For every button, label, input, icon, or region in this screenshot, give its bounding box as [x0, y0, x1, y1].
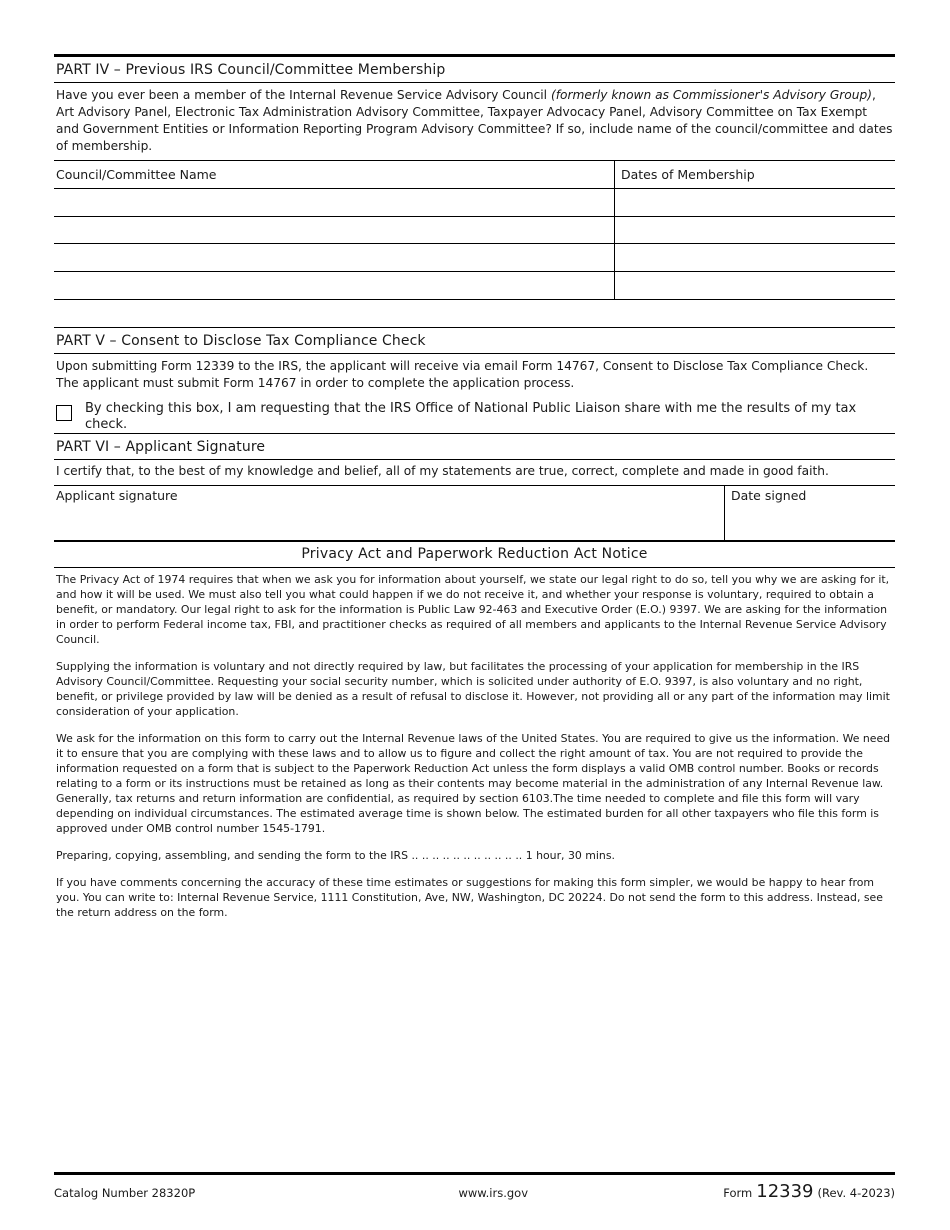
irs-website-link[interactable]: www.irs.gov — [458, 1186, 528, 1200]
table-row — [54, 272, 895, 300]
dates-field[interactable] — [615, 244, 896, 272]
council-name-field[interactable] — [54, 188, 615, 216]
privacy-paragraph: We ask for the information on this form to carry out the Internal Revenue laws of the United States. You are required to give us the information. We need it to ensure that you are complying with these laws and to allow us to figure and collect the right amount of tax. You are not required to provide the information requested on a form that is subject to the Paperwork Reduction Act unless the form displays a valid OMB control number. Books or records relating to a form or its instructions must be retained as long as their contents may become material in the administration of any Internal Revenue law. Generally, tax returns and return information are confidential, as required by section 6103.The time needed to complete and file this form will vary depending on individual circumstances. The estimated average time is shown below. The estimated burden for all other taxpayers who file this form is approved under OMB control number 1545-1791. — [56, 731, 891, 835]
dates-field[interactable] — [615, 216, 896, 244]
council-name-header: Council/Committee Name — [54, 161, 615, 189]
part5-text: Upon submitting Form 12339 to the IRS, the applicant will receive via email Form 14767, Consent to Disclose Tax Compliance Check. The applicant must submit Form 14767 in order to complete the application process. — [56, 358, 869, 390]
signature-row — [54, 486, 895, 542]
tax-check-consent-row — [54, 396, 895, 434]
date-signed-field[interactable] — [725, 486, 895, 540]
membership-table-header — [54, 161, 895, 189]
council-name-field[interactable] — [54, 272, 615, 300]
part4-question-italic: (formerly known as Commissioner's Advisory Group) — [550, 88, 872, 102]
part4-title: PART IV – Previous IRS Council/Committee Membership — [54, 57, 895, 83]
privacy-paragraph: If you have comments concerning the accuracy of these time estimates or suggestions for making this form simpler, we would be happy to hear from you. You can write to: Internal Revenue Service, 1111 Constitution, Ave, NW, Washington, DC 20224. Do not send the form to this address. Instead, see the return address on the form. — [56, 875, 883, 919]
part5-title: PART V – Consent to Disclose Tax Compliance Check — [54, 328, 895, 354]
form-number: 12339 — [756, 1181, 814, 1202]
tax-check-checkbox[interactable] — [56, 405, 72, 421]
privacy-paragraph: Supplying the information is voluntary and not directly required by law, but facilitates the processing of your application for membership in the IRS Advisory Council/Committee. Requesting your social security number, which is solicited under authority of E.O. 9397, is also voluntary and no right, benefit, or privilege provided by law will be denied as a result of refusal to disclose it. However, not providing all or any part of the information may limit consideration of your application. — [56, 659, 890, 718]
part4-section — [54, 54, 895, 300]
page-footer — [54, 1172, 895, 1202]
applicant-signature-label: Applicant signature — [56, 487, 178, 503]
dates-field[interactable] — [615, 272, 896, 300]
catalog-number: Catalog Number 28320P — [54, 1186, 196, 1200]
part4-question — [54, 83, 895, 160]
privacy-section — [54, 542, 895, 920]
date-signed-label: Date signed — [731, 487, 807, 503]
form-word: Form — [723, 1186, 753, 1200]
form-page — [54, 54, 895, 932]
part6-title: PART VI – Applicant Signature — [54, 434, 895, 460]
table-row — [54, 244, 895, 272]
table-row — [54, 188, 895, 216]
form-identifier — [723, 1181, 895, 1202]
membership-table — [54, 160, 895, 300]
table-row — [54, 216, 895, 244]
council-name-field[interactable] — [54, 216, 615, 244]
privacy-notice-body — [54, 568, 895, 920]
tax-check-checkbox-label: By checking this box, I am requesting that the IRS Office of National Public Liaison share with me the results of my tax check. — [85, 400, 857, 432]
part4-question-start: Have you ever been a member of the Internal Revenue Service Advisory Council — [56, 88, 551, 102]
certification-text: I certify that, to the best of my knowledge and belief, all of my statements are true, correct, complete and made in good faith. — [54, 460, 895, 486]
part4-question-end: , Art Advisory Panel, Electronic Tax Administration Advisory Committee, Taxpayer Advocacy Panel, Advisory Committee on Tax Exempt and Government Entities or Information Reporting Program Advisory Committee? If so, include name of the council/committee and dates of membership. — [56, 88, 893, 153]
form-revision: (Rev. 4-2023) — [817, 1186, 895, 1200]
dates-header: Dates of Membership — [615, 161, 896, 189]
privacy-paragraph: The Privacy Act of 1974 requires that when we ask you for information about yourself, we state our legal right to do so, tell you why we are asking for it, and how it will be used. We must also tell you what could happen if we do not receive it, and whether your response is voluntary, required to obtain a benefit, or mandatory. Our legal right to ask for the information is Public Law 92-463 and Executive Order (E.O.) 9397. We are asking for the information in order to perform Federal income tax, FBI, and practitioner checks as required of all members and applicants to the Internal Revenue Service Advisory Council. — [56, 572, 890, 646]
applicant-signature-field[interactable] — [54, 486, 725, 540]
burden-estimate: Preparing, copying, assembling, and sending the form to the IRS .. .. .. .. .. .. .. .. .. .. .. 1 hour, 30 mins. — [56, 848, 615, 862]
privacy-title: Privacy Act and Paperwork Reduction Act Notice — [54, 542, 895, 568]
part5-section — [54, 327, 895, 434]
council-name-field[interactable] — [54, 244, 615, 272]
dates-field[interactable] — [615, 188, 896, 216]
part6-section — [54, 434, 895, 542]
